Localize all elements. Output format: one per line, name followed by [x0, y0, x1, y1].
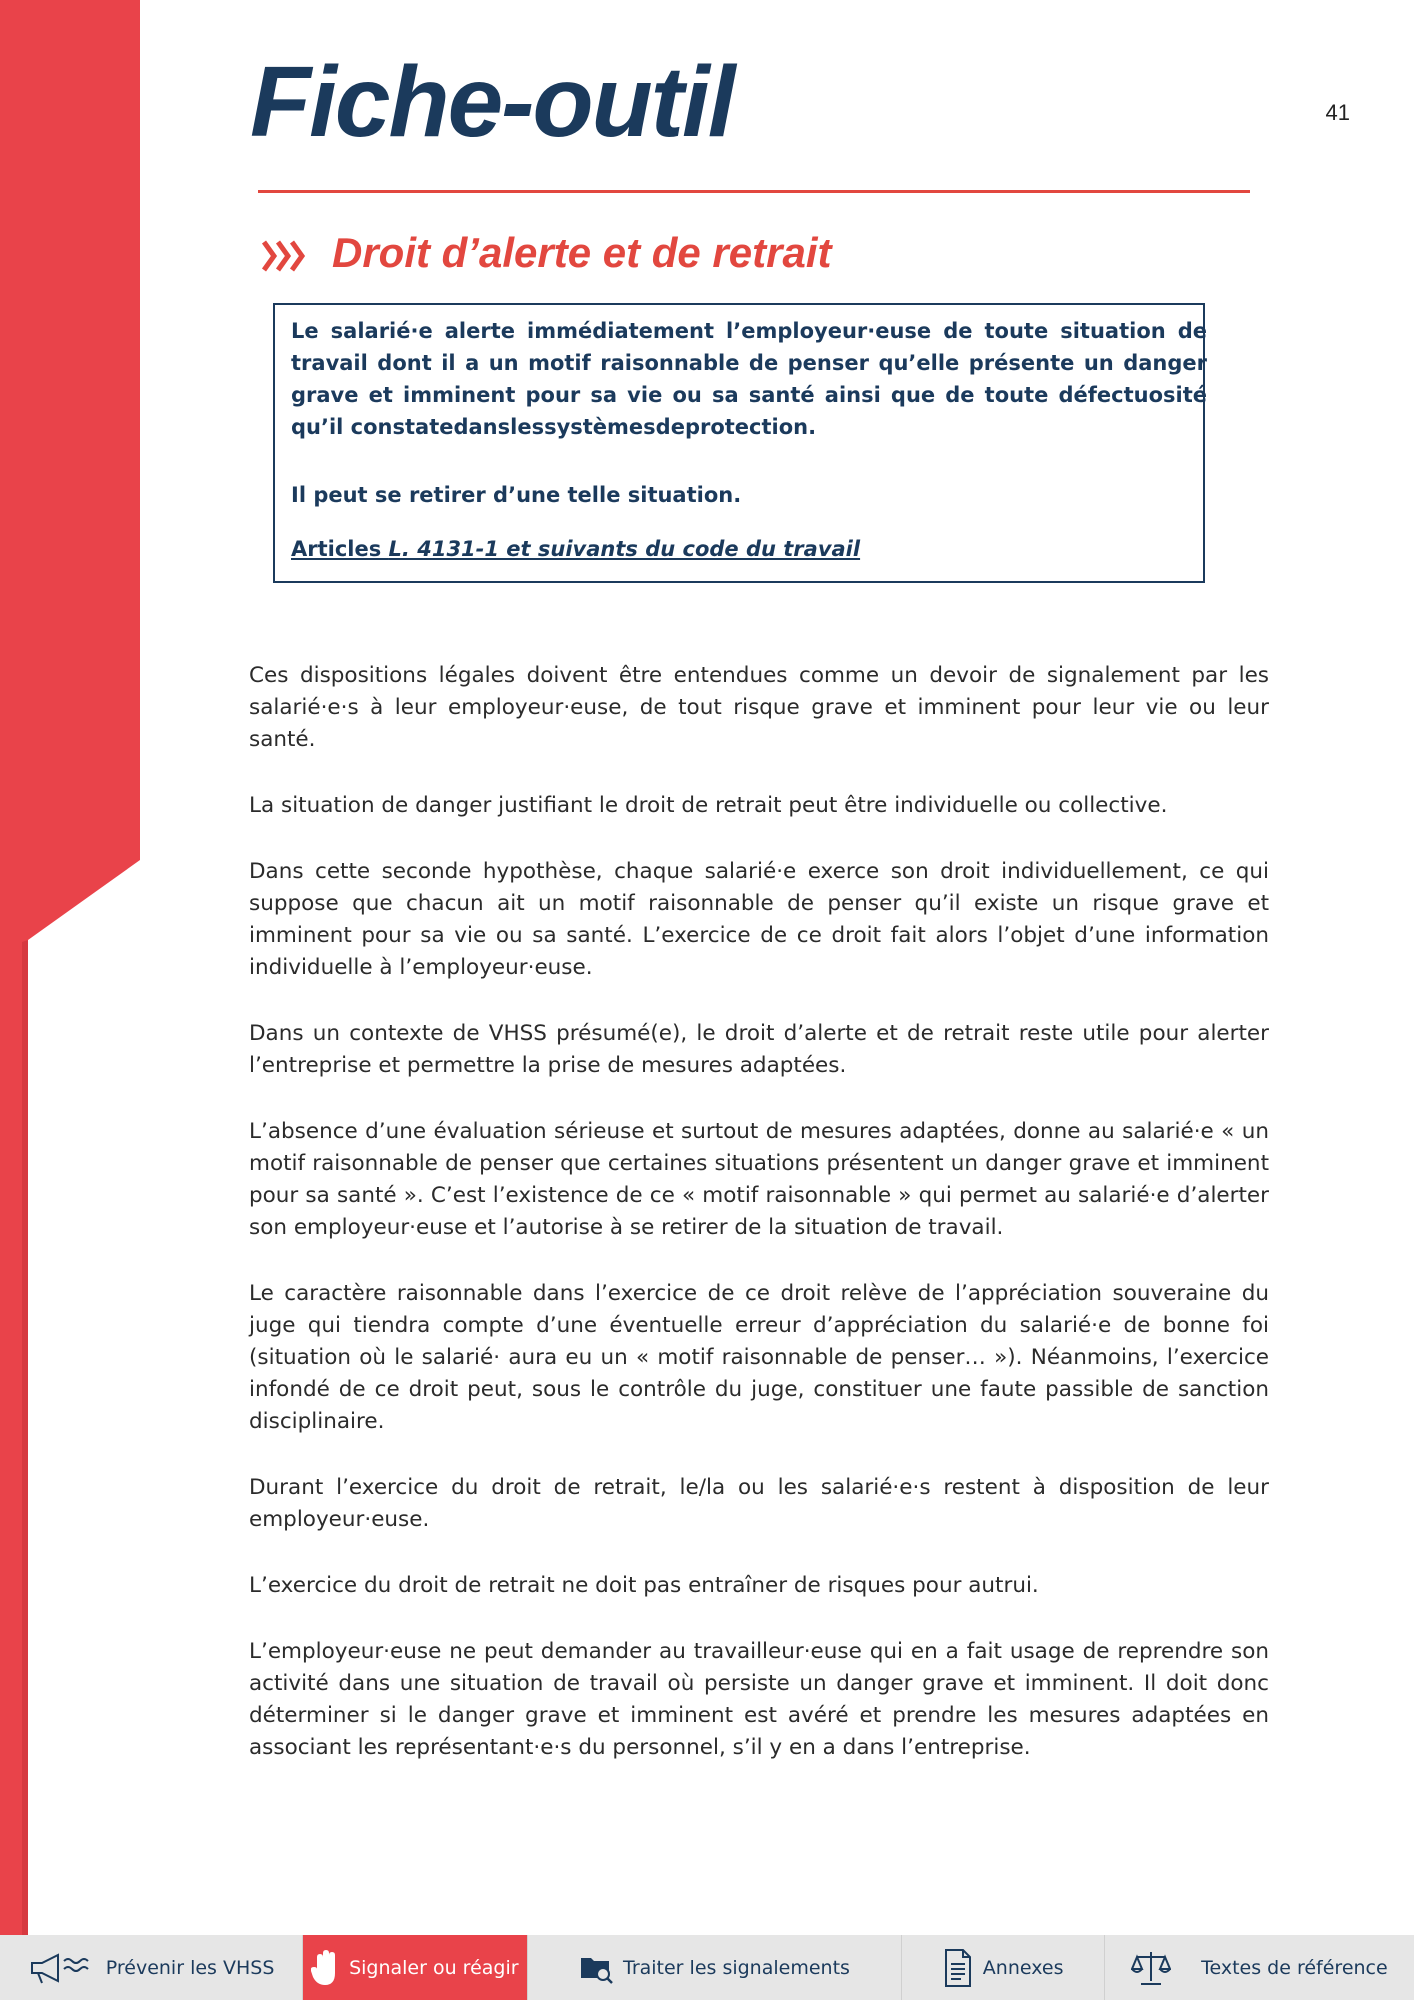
nav-textes[interactable] [1105, 1935, 1414, 2000]
chevron-right-icon [260, 236, 312, 276]
callout-retire-text: Il peut se retirer d’une telle situation. [291, 483, 742, 507]
body-text [249, 660, 1269, 1798]
megaphone-icon [28, 1951, 96, 1985]
raised-hand-icon [311, 1949, 339, 1987]
paragraph: Dans un contexte de VHSS présumé(e), le droit d’alerte et de retrait reste utile pour alerter l’entreprise et permettre la prise de mesures adaptées. [249, 1021, 1269, 1078]
nav-annexes[interactable] [902, 1935, 1104, 2000]
folder-search-icon [579, 1952, 613, 1984]
callout-reference [291, 533, 1203, 565]
paragraph: Dans cette seconde hypothèse, chaque salarié·e exerce son droit individuellement, ce qui suppose que chacun ait un motif raisonnable de penser qu’il existe un risque grave et imminent pour sa vie ou sa santé. L’exercice de ce droit fait alors l’objet d’une information individuelle à l’employeur·euse. [249, 859, 1269, 980]
nav-prevenir[interactable] [0, 1935, 303, 2000]
paragraph: Ces dispositions légales doivent être entendues comme un devoir de signalement par les salarié·e·s à leur employeur·euse, de tout risque grave et imminent pour leur vie ou leur santé. [249, 663, 1269, 752]
nav-label: Signaler ou réagir [349, 1956, 519, 1979]
nav-traiter[interactable] [528, 1935, 903, 2000]
nav-label: Textes de référence [1201, 1956, 1388, 1979]
callout-reference-prefix: Articles [291, 537, 389, 561]
page-title: Fiche-outil [250, 46, 734, 158]
callout-main-text: Le salarié·e alerte immédiatement l’employeur·euse de toute situation de travail dont il a un motif raisonnable de penser qu’elle présente un danger grave et imminent pour sa vie ou sa santé ainsi que de toute défectuosité qu’il constatedanslessystèmesdeprotection. [291, 319, 1207, 439]
paragraph: L’exercice du droit de retrait ne doit pas entraîner de risques pour autrui. [249, 1573, 1039, 1598]
paragraph: Le caractère raisonnable dans l’exercice de ce droit relève de l’appréciation souveraine du juge qui tiendra compte d’une éventuelle erreur d’appréciation du salarié·e de bonne foi (situation où le salarié· aura eu un « motif raisonnable de penser… »). Néanmoins, l’exercice infondé de ce droit peut, sous le contrôle du juge, constituer une faute passible de sanction disciplinaire. [249, 1281, 1269, 1434]
section-title: Droit d’alerte et de retrait [332, 229, 832, 276]
legal-callout [273, 303, 1205, 583]
paragraph: L’absence d’une évaluation sérieuse et surtout de mesures adaptées, donne au salarié·e « un motif raisonnable de penser que certaines situations présentent un danger grave et imminent pour sa santé ». C’est l’existence de ce « motif raisonnable » qui permet au salarié·e d’alerter son employeur·euse et l’autorise à se retirer de la situation de travail. [249, 1119, 1269, 1240]
callout-reference-articles: L. 4131-1 et suivants du code du travail [388, 537, 861, 561]
paragraph: L’employeur·euse ne peut demander au travailleur·euse qui en a fait usage de reprendre son activité dans une situation de travail où persiste un danger grave et imminent. Il doit donc déterminer si le danger grave et imminent est avéré et prendre les mesures adaptées en associant les représentant·e·s du personnel, s’il y en a dans l’entreprise. [249, 1639, 1269, 1760]
sidebar-band-cut [0, 0, 140, 1935]
paragraph: La situation de danger justifiant le droit de retrait peut être individuelle ou collective. [249, 793, 1168, 818]
nav-label: Traiter les signalements [623, 1956, 850, 1979]
nav-label: Annexes [982, 1956, 1064, 1979]
bottom-navigation [0, 1935, 1414, 2000]
paragraph: Durant l’exercice du droit de retrait, le/la ou les salarié·e·s restent à disposition de leur employeur·euse. [249, 1475, 1269, 1532]
scales-icon [1131, 1949, 1171, 1987]
nav-signaler[interactable] [303, 1935, 527, 2000]
document-icon [943, 1948, 973, 1988]
nav-label: Prévenir les VHSS [105, 1956, 275, 1979]
title-divider [258, 190, 1250, 193]
page-number: 41 [1325, 100, 1350, 125]
